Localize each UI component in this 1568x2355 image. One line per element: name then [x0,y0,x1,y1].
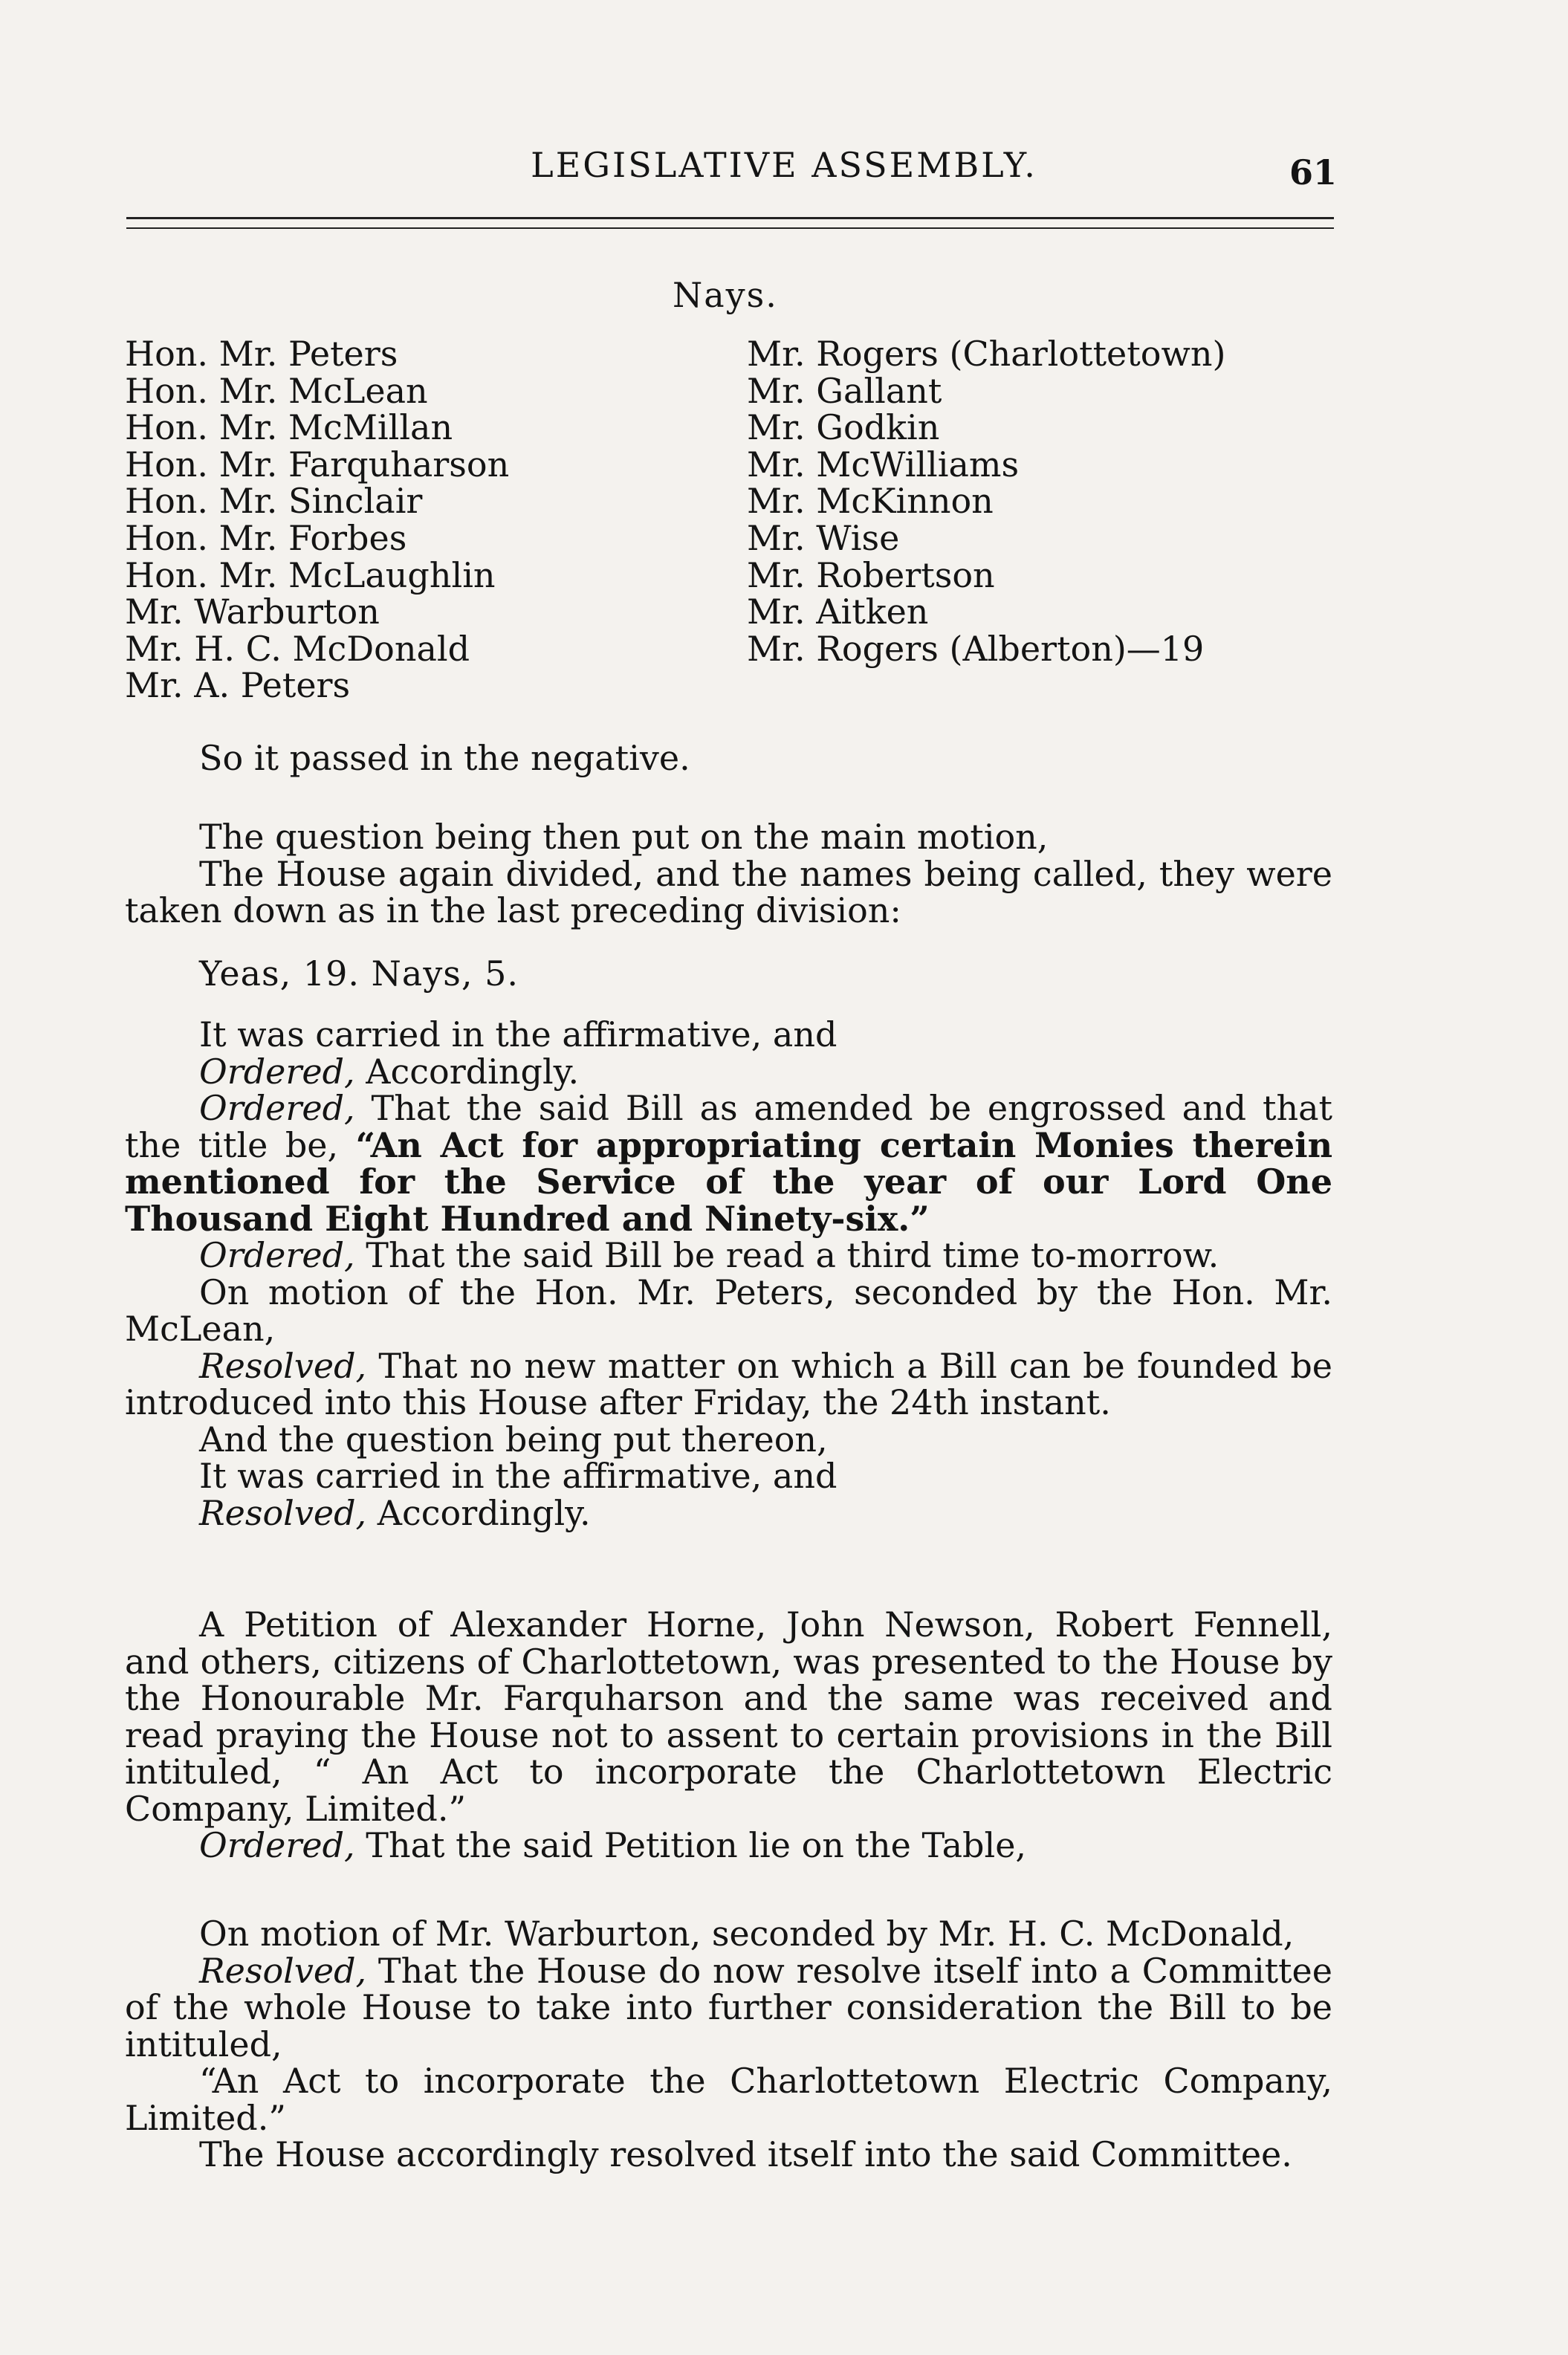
member-name: Hon. Mr. McLean [125,370,428,411]
member-name: Hon. Mr. Forbes [125,517,407,558]
division-paragraph: The House again divided, and the names being called, they were taken down as in the last preceding division: [125,853,1332,930]
vote-tally [125,953,1332,994]
member-name: Mr. Godkin [747,407,940,448]
act-title-paragraph: “An Act to incorporate the Charlottetown Electric Company, Limited.” [125,2061,1332,2138]
member-name: Hon. Mr. Sinclair [125,481,423,522]
committee-line: The House accordingly resolved itself into the said Committee. [199,2134,1292,2174]
main-motion-block [125,819,1332,930]
header-rule-thick [126,217,1334,219]
ordered-petition-table: Ordered, That the said Petition lie on the Table, [199,1825,1027,1865]
member-name: Hon. Mr. Peters [125,334,398,374]
nays-left-column [125,336,509,704]
negative-result [125,740,1332,777]
motion-warburton-line: On motion of Mr. Warburton, seconded by Mr. H. C. McDonald, [199,1914,1295,1954]
member-name: Hon. Mr. McMillan [125,407,453,448]
header-rule-thin [126,227,1334,229]
resolved-no-new-matter: Resolved, That no new matter on which a Bill can be founded be introduced into this House after Friday, the 24th instant. [125,1345,1332,1422]
member-name: Mr. McWilliams [747,444,1020,485]
member-name: Mr. Robertson [747,554,995,595]
member-name: Mr. Wise [747,517,900,558]
resolved-accordingly: Resolved, Accordingly. [199,1492,591,1533]
carried-line: It was carried in the affirmative, and [199,1014,838,1055]
petition-paragraph: A Petition of Alexander Horne, John Newson, Robert Fennell, and others, citizens of Charlottetown, was presented to the House by the Honourable Mr. Farquharson and the same was received and read praying the House not to assent to certain provisions in the Bill intituled, “ An Act to incorporate the Charlottetown Electric Company, Limited.” [125,1604,1332,1829]
nays-right-column [747,336,1225,667]
ordered-third-reading: Ordered, That the said Bill be read a third time to-morrow. [199,1235,1219,1275]
negative-line: So it passed in the negative. [199,738,690,778]
question-put-line: And the question being put thereon, [199,1419,828,1460]
member-name: Mr. Aitken [747,592,929,632]
ordered-engrossed-paragraph: Ordered, That the said Bill as amended be engrossed and that the title be, “An Act for appropriating certain Monies therein mentioned for the Service of the year of our Lord One Thousand Eight Hundred and Ninety-six.” [125,1088,1333,1239]
yeas-nays-line: Yeas, 19. Nays, 5. [199,953,519,994]
member-name: Mr. Warburton [125,592,380,632]
resolved-committee-paragraph: Resolved, That the House do now resolve itself into a Committee of the whole House to take into further consideration the Bill to be intituled, [125,1950,1332,2064]
page-number: 61 [1289,152,1338,192]
orders-block [125,1014,1333,1533]
member-name: Mr. H. C. McDonald [125,628,470,669]
member-name: Hon. Mr. McLaughlin [125,554,496,595]
carried-line-2: It was carried in the affirmative, and [199,1456,838,1496]
main-motion-line: The question being then put on the main motion, [199,817,1049,857]
nays-heading: Nays. [673,275,778,315]
motion-peters-paragraph: On motion of the Hon. Mr. Peters, seconded by the Hon. Mr. McLean, [125,1272,1332,1349]
member-name: Mr. Rogers (Charlottetown) [747,334,1226,374]
petition-block [125,1604,1332,1865]
ordered-accordingly: Ordered, Accordingly. [199,1051,580,1092]
member-name: Mr. Gallant [747,370,942,411]
committee-block [125,1916,1332,2174]
running-header-title: LEGISLATIVE ASSEMBLY. [531,145,1037,185]
member-name: Mr. Rogers (Alberton)—19 [747,628,1205,669]
member-name: Mr. McKinnon [747,481,994,522]
member-name: Hon. Mr. Farquharson [125,444,510,485]
member-name: Mr. A. Peters [125,665,351,706]
